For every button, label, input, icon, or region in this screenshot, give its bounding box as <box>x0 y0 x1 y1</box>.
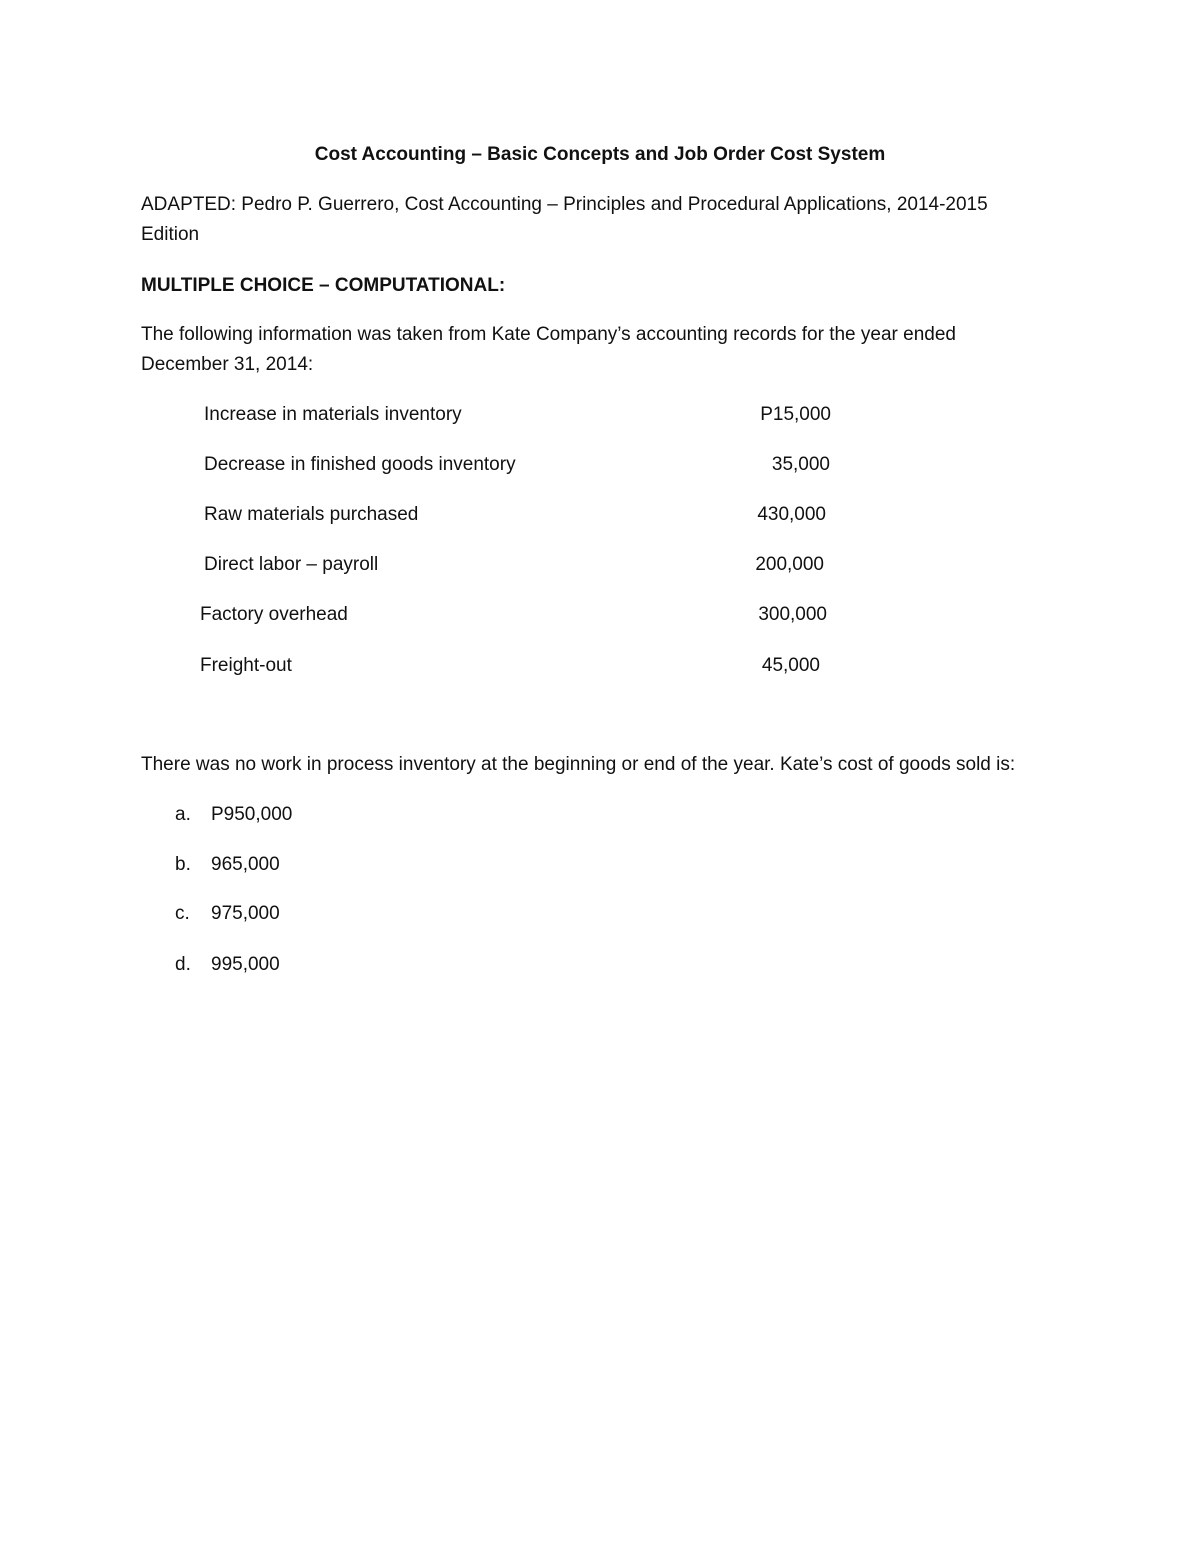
item-value: P15,000 <box>760 404 831 425</box>
choice-letter: d. <box>175 954 191 975</box>
item-value: 200,000 <box>755 554 824 575</box>
choice-text: 965,000 <box>211 854 280 875</box>
item-label: Decrease in finished goods inventory <box>204 454 516 475</box>
item-value: 430,000 <box>757 504 826 525</box>
intro-line-1: The following information was taken from Kate Company’s accounting records for the year ended <box>141 324 956 345</box>
item-value: 35,000 <box>771 454 830 475</box>
choice-text: 995,000 <box>211 954 280 975</box>
choice-letter: a. <box>175 804 191 825</box>
choice-text: P950,000 <box>211 804 293 825</box>
item-value: 300,000 <box>758 604 827 625</box>
question-text: There was no work in process inventory at the beginning or end of the year. Kate’s cost of goods sold is: <box>141 754 1016 775</box>
item-label: Direct labor – payroll <box>204 554 379 575</box>
choice-letter: b. <box>175 854 191 875</box>
section-heading: MULTIPLE CHOICE – COMPUTATIONAL: <box>141 275 506 296</box>
item-label: Raw materials purchased <box>204 504 419 525</box>
document-title: Cost Accounting – Basic Concepts and Job Order Cost System <box>314 144 886 165</box>
item-label: Factory overhead <box>200 604 348 625</box>
choice-letter: c. <box>175 903 190 924</box>
intro-line-2: December 31, 2014: <box>141 354 314 375</box>
item-label: Freight-out <box>200 655 292 676</box>
item-value: 45,000 <box>761 655 820 676</box>
item-label: Increase in materials inventory <box>204 404 462 425</box>
adapted-source-line-1: ADAPTED: Pedro P. Guerrero, Cost Accounting – Principles and Procedural Applications, 2014-2015 <box>141 194 988 215</box>
choice-text: 975,000 <box>211 903 280 924</box>
adapted-source-line-2: Edition <box>141 224 200 245</box>
